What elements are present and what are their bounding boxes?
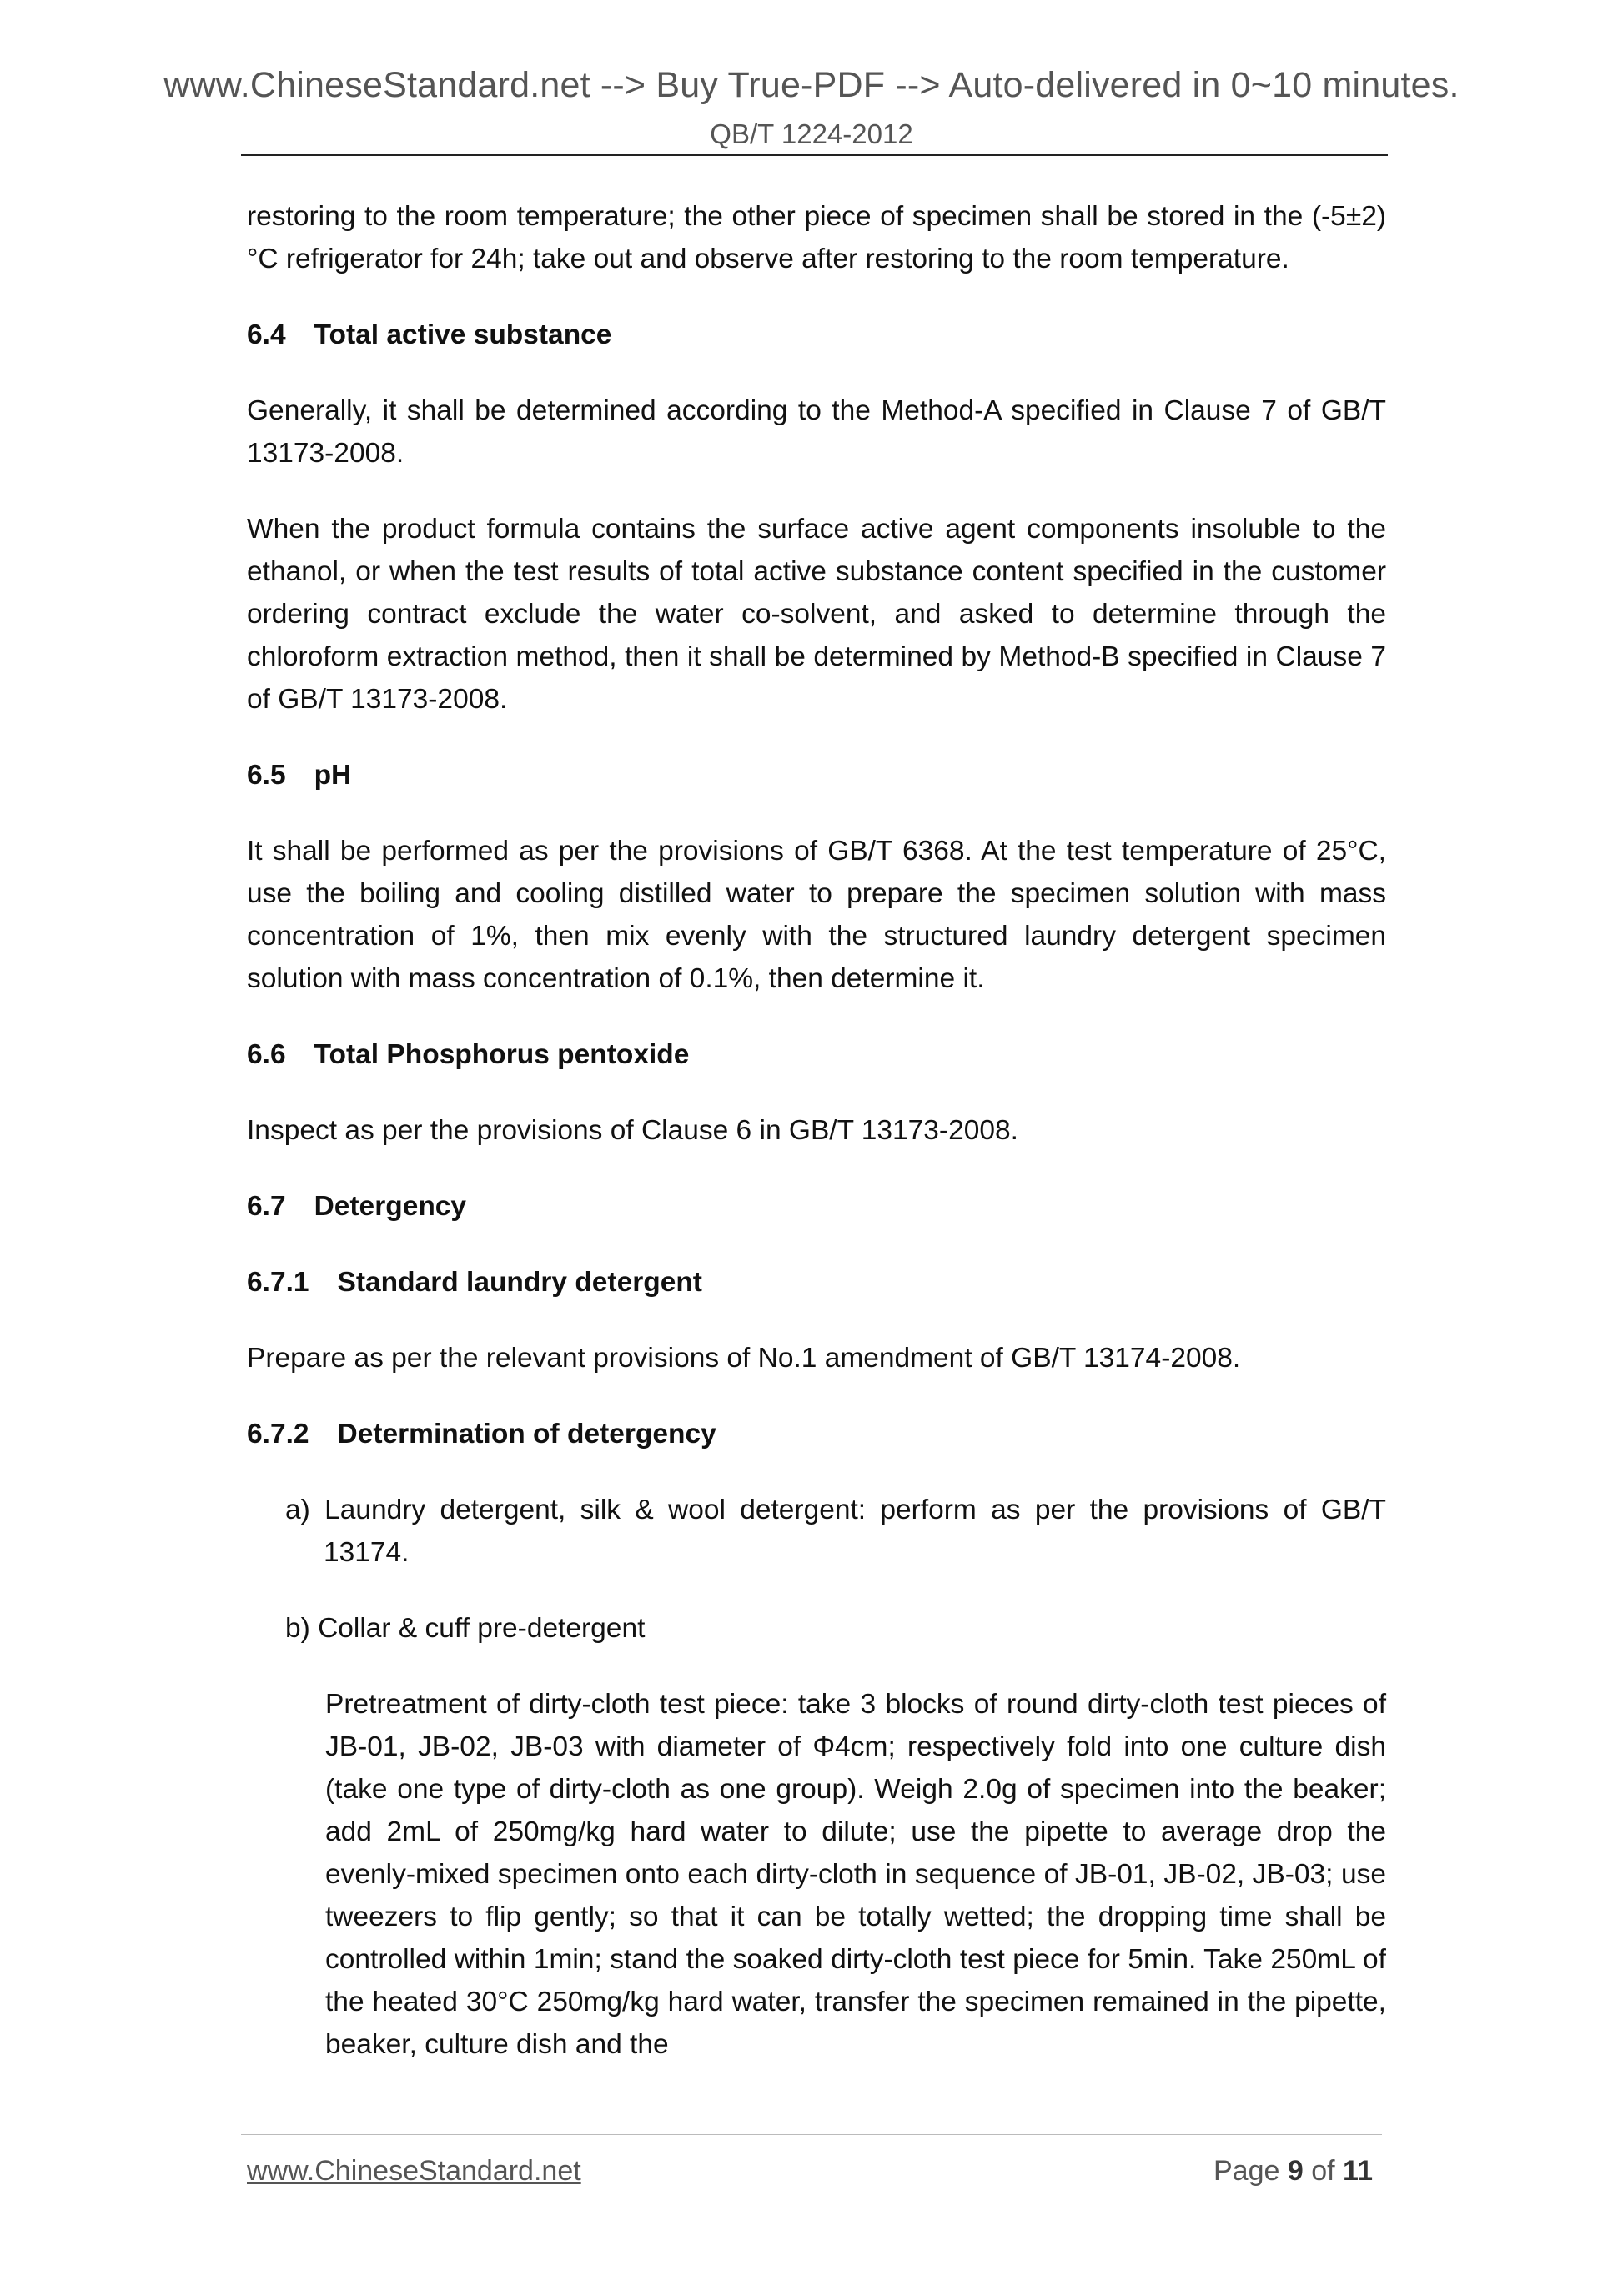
section-6-7-2-heading: [247, 1413, 1386, 1455]
section-6-7-1-heading: [247, 1261, 1386, 1304]
footer-divider: [241, 2134, 1382, 2135]
page-current: 9: [1287, 2155, 1304, 2187]
intro-paragraph: restoring to the room temperature; the other piece of specimen shall be stored in the (-5±2) °C refrigerator for 24h; take out and observe after restoring to the room temperature.: [247, 201, 1386, 274]
section-number: 6.7.1: [247, 1267, 309, 1298]
section-6-6-paragraph: Inspect as per the provisions of Clause 6 in GB/T 13173-2008.: [247, 1115, 1018, 1146]
section-number: 6.6: [247, 1039, 286, 1070]
section-number: 6.5: [247, 760, 286, 791]
list-item-b: b) Collar & cuff pre-detergent: [285, 1613, 646, 1644]
section-6-4-paragraph-2: When the product formula contains the surface active agent components insoluble to the ethanol, or when the test results of total active substance content specified in the customer ordering contract exclude the water co-solvent, and asked to determine through the chloroform extraction method, then it shall be determined by Method-B specified in Clause 7 of GB/T 13173-2008.: [247, 514, 1386, 715]
standard-number: QB/T 1224-2012: [710, 118, 913, 149]
section-title: Determination of detergency: [337, 1419, 716, 1449]
section-6-5-heading: [247, 754, 1386, 796]
header-divider: [241, 154, 1388, 156]
section-6-4-heading: [247, 314, 1386, 356]
section-number: 6.7.2: [247, 1419, 309, 1449]
section-title: Detergency: [314, 1191, 467, 1222]
section-6-6-heading: [247, 1033, 1386, 1076]
section-6-7-1-paragraph: Prepare as per the relevant provisions of No.1 amendment of GB/T 13174-2008.: [247, 1343, 1241, 1374]
section-title: pH: [314, 760, 352, 791]
page-total: 11: [1343, 2155, 1373, 2187]
page-number: [1213, 2155, 1373, 2188]
footer-site-link[interactable]: www.ChineseStandard.net: [247, 2155, 581, 2187]
document-body: [247, 195, 1386, 2066]
section-number: 6.4: [247, 319, 286, 350]
list-item-a: a) Laundry detergent, silk & wool detergent: perform as per the provisions of GB/T 13174.: [285, 1495, 1386, 1568]
page-prefix: Page: [1213, 2155, 1280, 2187]
list-item-b-paragraph: Pretreatment of dirty-cloth test piece: take 3 blocks of round dirty-cloth test pieces of JB-01, JB-02, JB-03 with diameter of Φ4cm; respectively fold into one culture dish (take one type of dirty-cloth as one group). Weigh 2.0g of specimen into the beaker; add 2mL of 250mg/kg hard water to dilute; use the pipette to average drop the evenly-mixed specimen onto each dirty-cloth in sequence of JB-01, JB-02, JB-03; use tweezers to flip gently; so that it can be totally wetted; the dropping time shall be controlled within 1min; stand the soaked dirty-cloth test piece for 5min. Take 250mL of the heated 30°C 250mg/kg hard water, transfer the specimen remained in the pipette, beaker, culture dish and the: [325, 1689, 1386, 2060]
header-banner: www.ChineseStandard.net --> Buy True-PDF --> Auto-delivered in 0~10 minutes.: [163, 65, 1460, 105]
section-6-5-paragraph: It shall be performed as per the provisions of GB/T 6368. At the test temperature of 25°C, use the boiling and cooling distilled water to prepare the specimen solution with mass concentration of 1%, then mix evenly with the structured laundry detergent specimen solution with mass concentration of 0.1%, then determine it.: [247, 836, 1386, 994]
section-title: Standard laundry detergent: [337, 1267, 702, 1298]
section-title: Total Phosphorus pentoxide: [314, 1039, 690, 1070]
section-6-4-paragraph-1: Generally, it shall be determined according to the Method-A specified in Clause 7 of GB/T 13173-2008.: [247, 395, 1386, 469]
page-of: of: [1311, 2155, 1335, 2187]
section-6-7-heading: [247, 1185, 1386, 1228]
section-number: 6.7: [247, 1191, 286, 1222]
section-title: Total active substance: [314, 319, 612, 350]
